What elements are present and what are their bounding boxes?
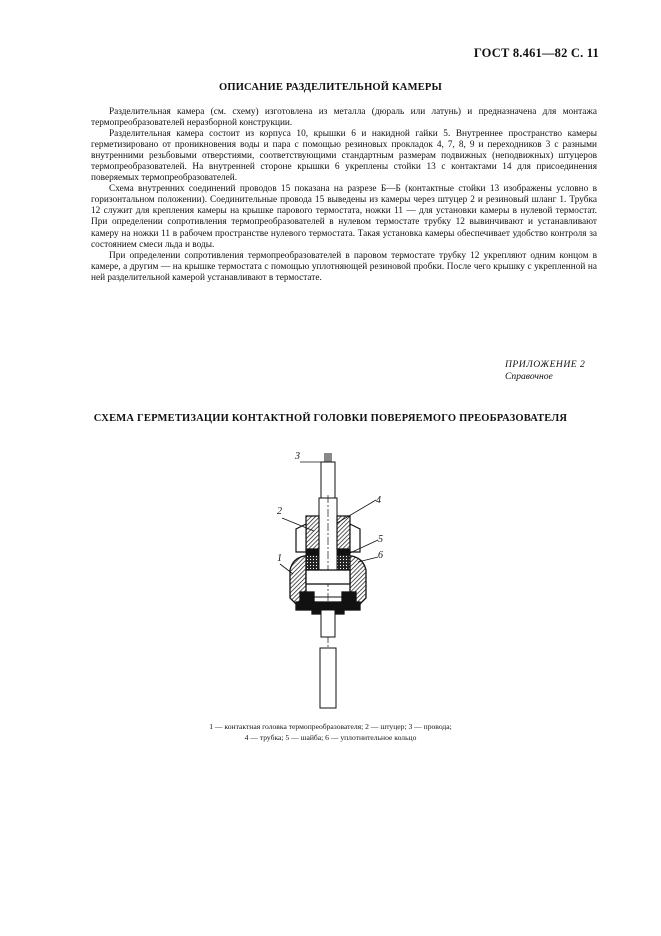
appendix-number: ПРИЛОЖЕНИЕ 2 <box>505 359 586 370</box>
callout-label-1: 1 <box>277 553 282 564</box>
caption-line-2: 4 — трубка; 5 — шайба; 6 — уплотнительное кольцо <box>244 733 417 742</box>
section-title-sealing-scheme: СХЕМА ГЕРМЕТИЗАЦИИ КОНТАКТНОЙ ГОЛОВКИ ПОВЕРЯЕМОГО ПРЕОБРАЗОВАТЕЛЯ <box>93 413 568 424</box>
callout-label-5: 5 <box>378 534 383 545</box>
callout-label-3: 3 <box>295 451 300 462</box>
paragraph-2: Разделительная камера состоит из корпуса 10, крышки 6 и накидной гайки 5. Внутреннее пространство камеры герметизировано от проникновения воды и пара с помощью резиновых прокладок 4, 7, 8, 9 и переходников 3 с разными внутренними резьбовыми отверстиями, соответствующими стандартным размерам подвижных (неподвижных) штуцеров термопреобразователей. На внутренней стороне крышки 6 укреплены стойки 13 с контактами 14 для присоединения поверяемых термопреобразователей. <box>91 129 597 184</box>
paragraph-3: Схема внутренних соединений проводов 15 показана на разрезе Б—Б (контактные стойки 13 изображены условно в горизонтальном положении). Соединительные провода 15 выведены из камеры через штуцер 2 и резиновый шланг 1. Трубка 12 служит для крепления камеры на крышке парового термостата, ножки 11 — для установки камеры в нулевой термостат. При определении сопротивления термопреобразователей в нулевом термостате трубку 12 вывинчивают и устанавливают камеру на ножки 11 в рабочем пространстве нулевого термостата. Такая установка камеры обеспечивает удобство контроля за состоянием смеси льда и воды. <box>91 184 597 250</box>
caption-line-1: 1 — контактная головка термопреобразователя; 2 — штуцер; 3 — провода; <box>209 722 452 731</box>
paragraph-4: При определении сопротивления термопреобразователей в паровом термостате трубку 12 укрепляют одним концом в камере, а другим — на крышке термостата с помощью уплотняющей резиновой пробки. После чего крышку с укрепленной на ней разделительной камерой устанавливают в термостате. <box>91 250 597 283</box>
section-title-chamber-description: ОПИСАНИЕ РАЗДЕЛИТЕЛЬНОЙ КАМЕРЫ <box>218 82 443 93</box>
paragraph-1: Разделительная камера (см. схему) изготовлена из металла (дюраль или латунь) и предназначена для монтажа термопреобразователей неразборной конструкции. <box>91 107 597 129</box>
appendix-type: Справочное <box>505 371 553 382</box>
callout-label-6: 6 <box>378 550 383 561</box>
callout-label-2: 2 <box>277 506 282 517</box>
lower-stem <box>320 610 336 708</box>
figure-caption <box>0 721 661 743</box>
callout-label-4: 4 <box>376 495 381 506</box>
page-header-gost: ГОСТ 8.461—82 С. 11 <box>473 46 599 60</box>
